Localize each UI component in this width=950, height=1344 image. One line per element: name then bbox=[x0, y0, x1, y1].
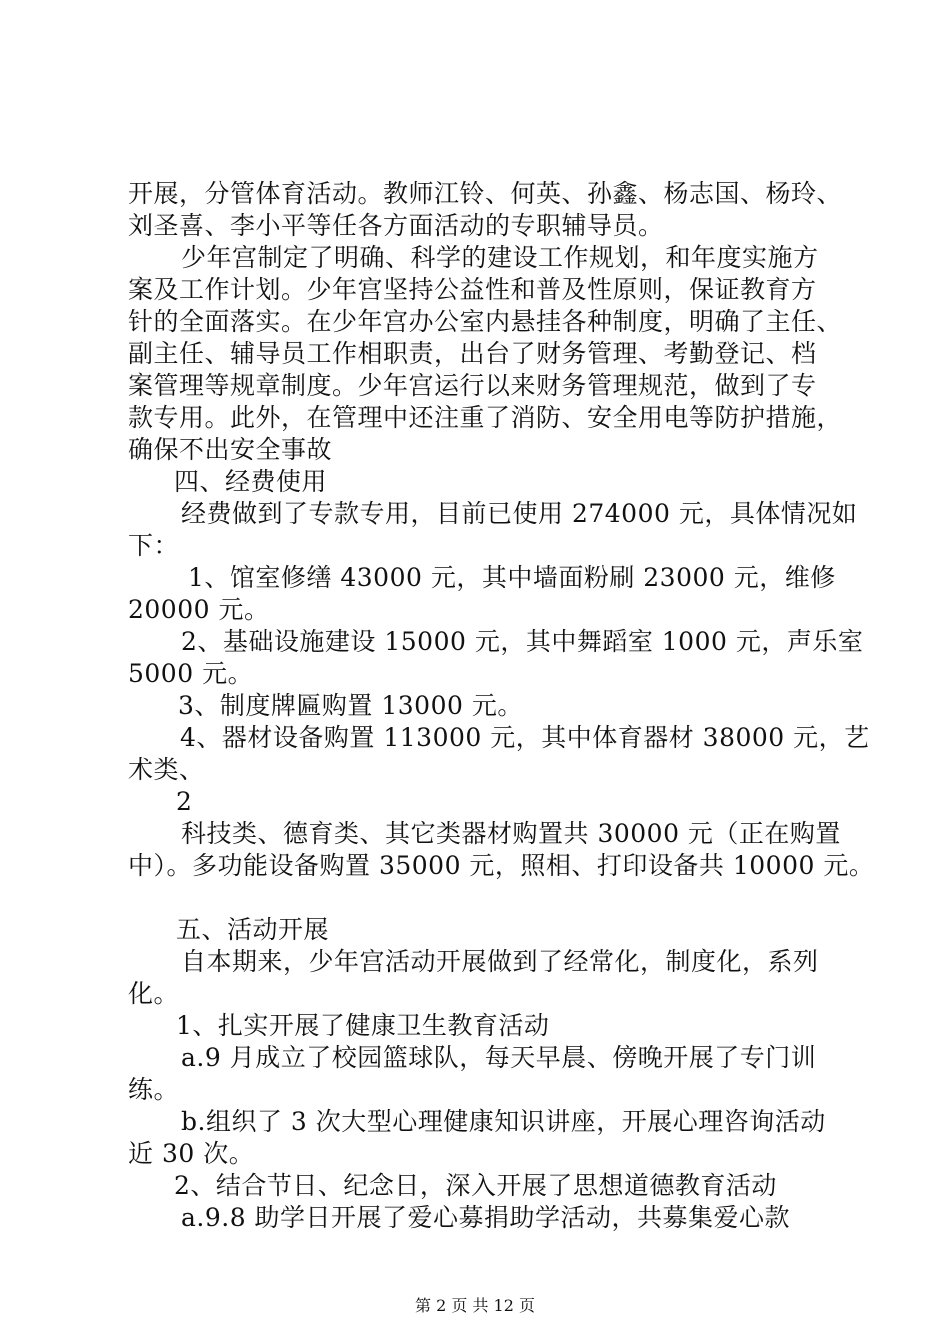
text-line: 款专用。此外，在管理中还注重了消防、安全用电等防护措施， bbox=[128, 403, 843, 432]
page-footer: 第 2 页 共 12 页 bbox=[415, 1296, 535, 1315]
text-line: 案管理等规章制度。少年宫运行以来财务管理规范，做到了专 bbox=[128, 371, 817, 400]
text-line: 术类、 bbox=[128, 755, 205, 784]
list-item: a.9.8 助学日开展了爱心募捐助学活动，共募集爱心款 bbox=[181, 1203, 791, 1232]
text-line: 确保不出安全事故 bbox=[128, 435, 333, 464]
page-number-inline: 2 bbox=[176, 787, 193, 816]
text-line: 少年宫制定了明确、科学的建设工作规划，和年度实施方 bbox=[181, 243, 819, 272]
text-line: 下： bbox=[128, 531, 180, 560]
list-item: 2、基础设施建设 15000 元，其中舞蹈室 1000 元，声乐室 bbox=[181, 627, 864, 656]
text-line: 练。 bbox=[128, 1075, 180, 1104]
text-line: 中）。多功能设备购置 35000 元，照相、打印设备共 10000 元。 bbox=[128, 851, 875, 880]
text-line: 副主任、辅导员工作相职责，出台了财务管理、考勤登记、档 bbox=[128, 339, 817, 368]
list-item: 1、扎实开展了健康卫生教育活动 bbox=[176, 1011, 550, 1040]
list-item: 4、器材设备购置 113000 元，其中体育器材 38000 元，艺 bbox=[180, 723, 870, 752]
list-item: 1、馆室修缮 43000 元，其中墙面粉刷 23000 元，维修 bbox=[188, 563, 836, 592]
text-line: 针的全面落实。在少年宫办公室内悬挂各种制度，明确了主任、 bbox=[128, 307, 843, 336]
text-line: 20000 元。 bbox=[128, 595, 270, 624]
text-line: 案及工作计划。少年宫坚持公益性和普及性原则，保证教育方 bbox=[128, 275, 817, 304]
text-line: 开展，分管体育活动。教师江铃、何英、孙鑫、杨志国、杨玲、 bbox=[128, 179, 843, 208]
text-line: 科技类、德育类、其它类器材购置共 30000 元（正在购置 bbox=[181, 819, 841, 848]
list-item: 3、制度牌匾购置 13000 元。 bbox=[178, 691, 523, 720]
text-line: 5000 元。 bbox=[128, 659, 254, 688]
list-item: b.组织了 3 次大型心理健康知识讲座，开展心理咨询活动 bbox=[181, 1107, 826, 1136]
section-heading: 四、经费使用 bbox=[174, 467, 328, 496]
list-item: a.9 月成立了校园篮球队，每天早晨、傍晚开展了专门训 bbox=[181, 1043, 817, 1072]
section-heading: 五、活动开展 bbox=[176, 915, 330, 944]
text-line: 刘圣喜、李小平等任各方面活动的专职辅导员。 bbox=[128, 211, 664, 240]
list-item: 2、结合节日、纪念日，深入开展了思想道德教育活动 bbox=[174, 1171, 777, 1200]
text-line: 近 30 次。 bbox=[128, 1139, 255, 1168]
text-line: 化。 bbox=[128, 979, 180, 1008]
text-line: 自本期来，少年宫活动开展做到了经常化，制度化，系列 bbox=[181, 947, 819, 976]
text-line: 经费做到了专款专用，目前已使用 274000 元，具体情况如 bbox=[181, 499, 858, 528]
